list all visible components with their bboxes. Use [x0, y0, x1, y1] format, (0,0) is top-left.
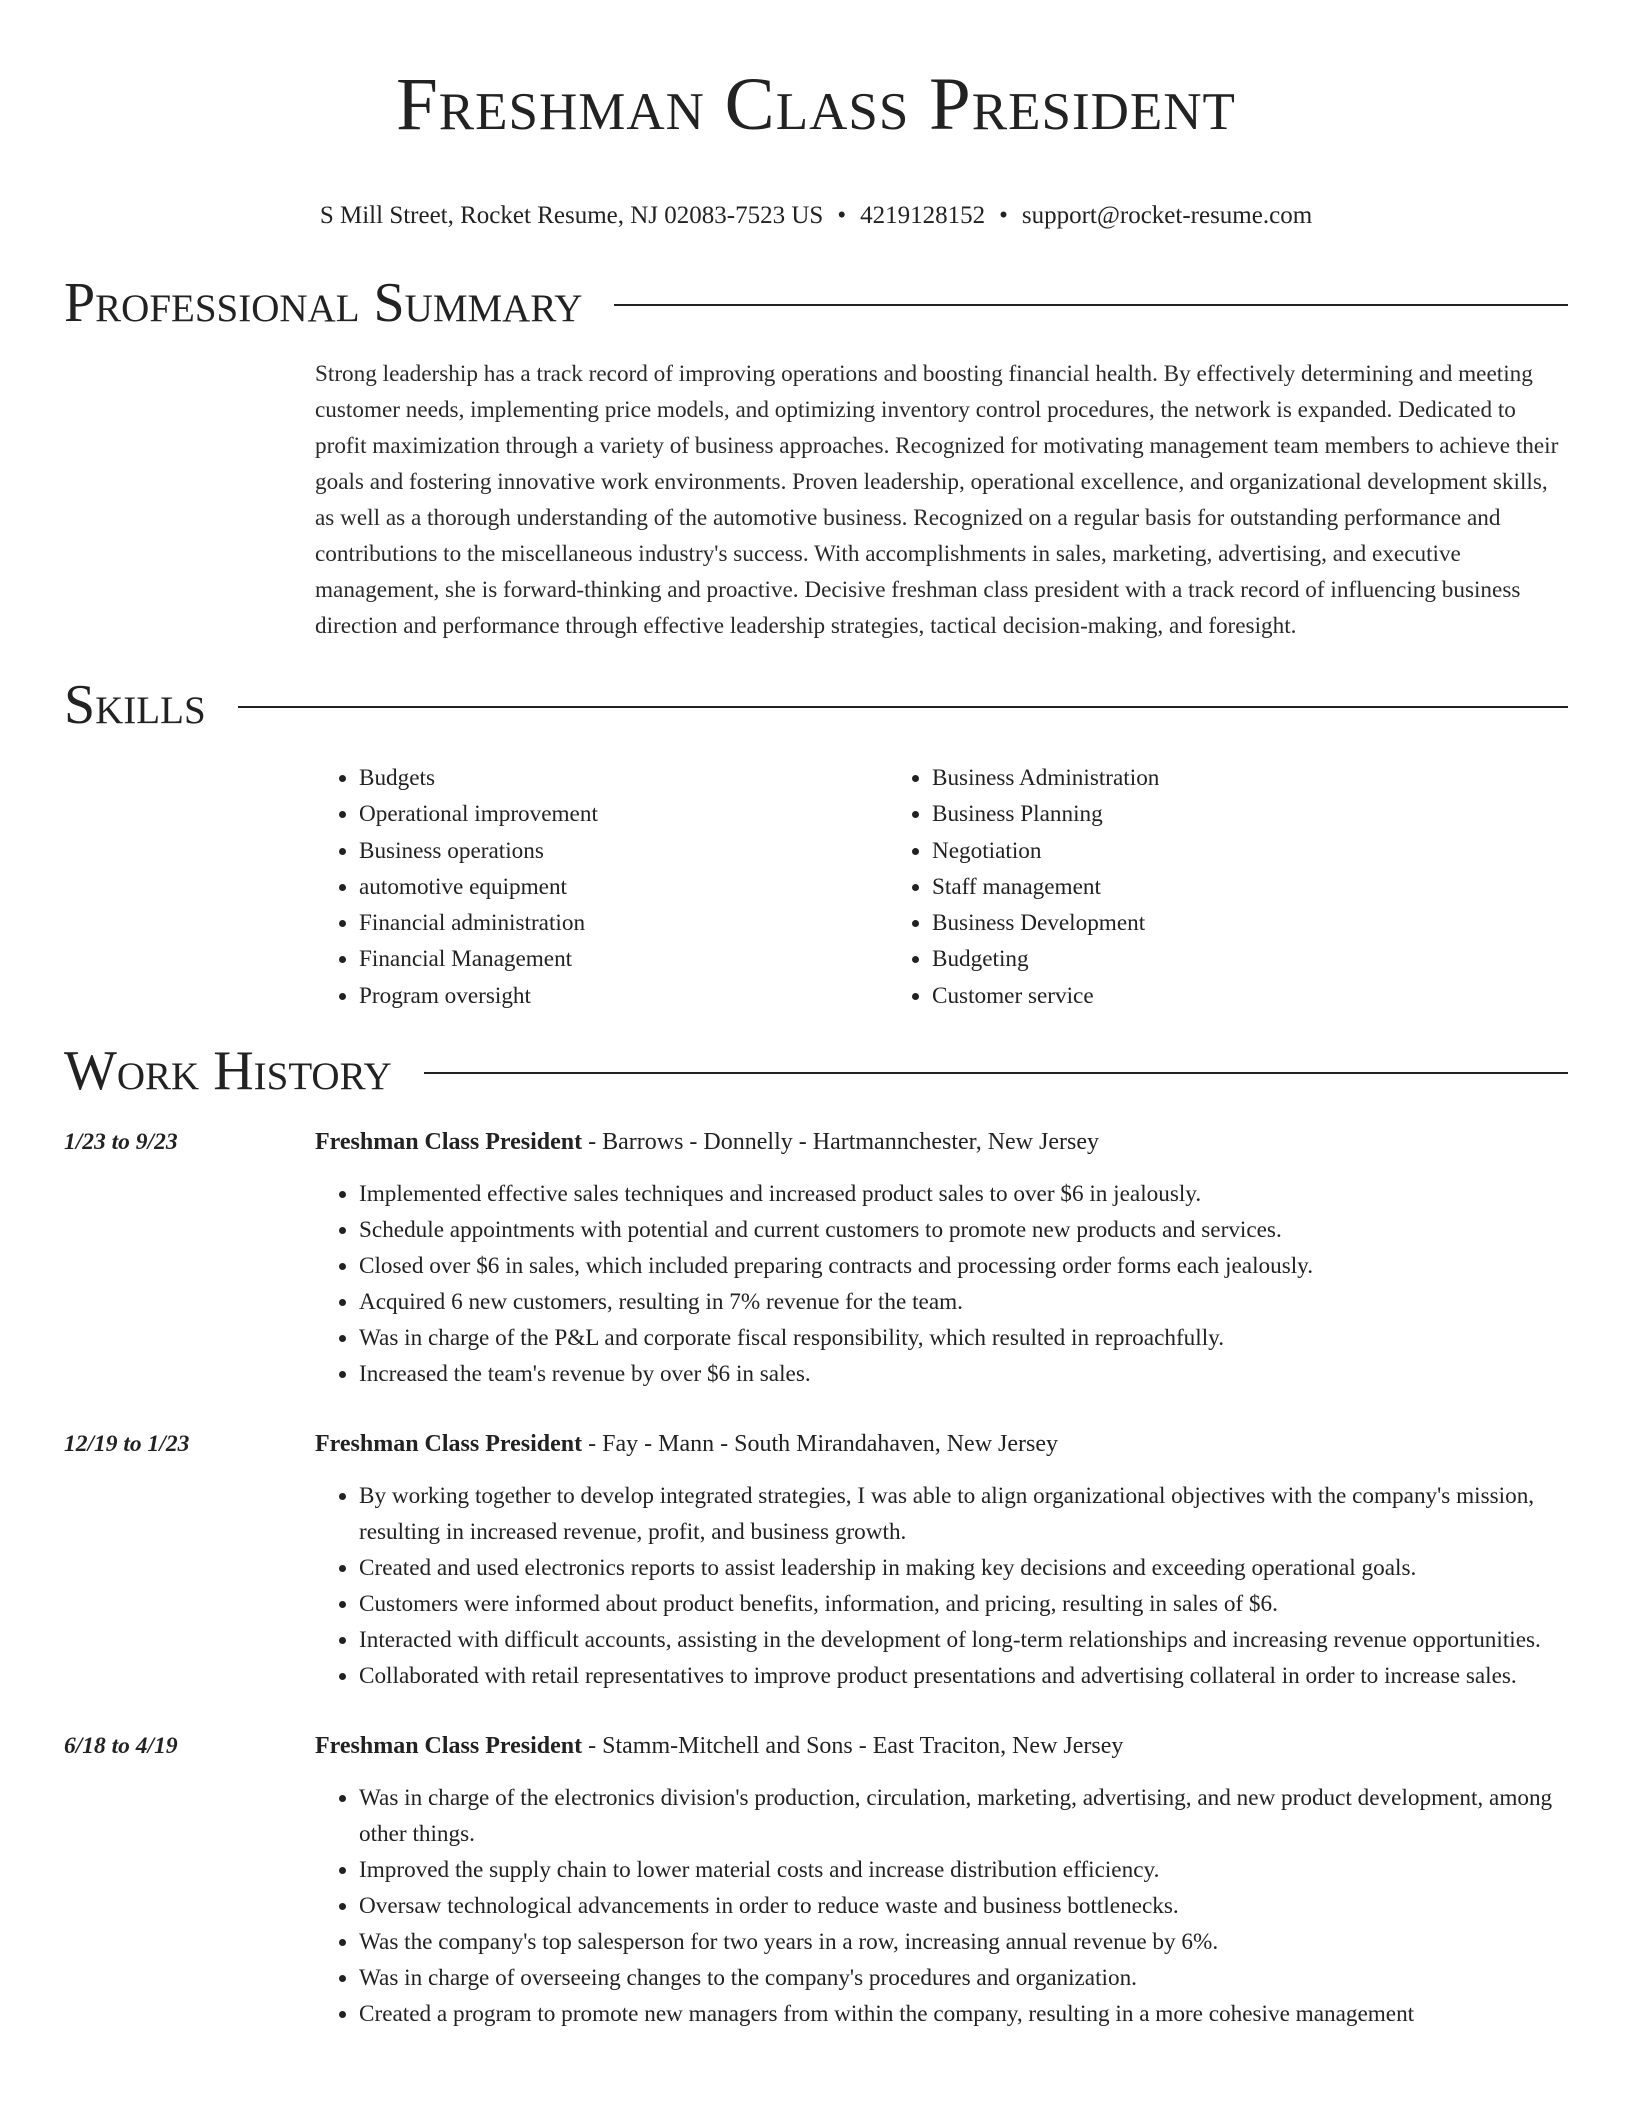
- resume-name: Freshman Class President: [396, 63, 1236, 146]
- section-divider: [238, 706, 1568, 708]
- job-title: Freshman Class President: [315, 1733, 583, 1760]
- job-bullet: • Schedule appointments with potential and current customers to promote new products and services.: [359, 1212, 1568, 1248]
- job-entry: [64, 1728, 1568, 2032]
- job-bullets: [315, 1176, 1568, 1392]
- job-bullet: • Created and used electronics reports to assist leadership in making key decisions and exceeding operational goals.: [359, 1550, 1568, 1586]
- job-body: [315, 1728, 1568, 2032]
- summary-text: Strong leadership has a track record of improving operations and boosting financial health. By effectively determining and meeting customer needs, implementing price models, and optimizing inventory control procedures, the network is expanded. Dedicated to profit maximization through a variety of business approaches. Recognized for motivating management team members to achieve their goals and fostering innovative work environments. Proven leadership, operational excellence, and organizational development skills, as well as a thorough understanding of the automotive business. Recognized on a regular basis for outstanding performance and contributions to the miscellaneous industry's success. With accomplishments in sales, marketing, advertising, and executive management, she is forward-thinking and proactive. Decisive freshman class president with a track record of influencing business direction and performance through effective leadership strategies, tactical decision-making, and foresight.: [315, 361, 1559, 639]
- job-bullets: [315, 1478, 1568, 1694]
- skill-item: • Staff management: [932, 869, 1461, 905]
- job-entry: [64, 1124, 1568, 1392]
- summary-heading: Professional Summary: [64, 272, 583, 334]
- skills-heading: Skills: [64, 674, 206, 736]
- skills-section: [0, 670, 1632, 1014]
- skill-item: • Business Administration: [932, 760, 1461, 796]
- skill-item: • Operational improvement: [359, 796, 888, 832]
- summary-section: [0, 268, 1632, 644]
- job-bullet: • Improved the supply chain to lower material costs and increase distribution efficiency.: [359, 1852, 1568, 1888]
- job-bullet: • Created a program to promote new managers from within the company, resulting in a more cohesive management: [359, 1996, 1568, 2032]
- job-employer: - Fay - Mann - South Mirandahaven, New Jersey: [582, 1431, 1059, 1458]
- job-bullet: • Was in charge of the P&L and corporate fiscal responsibility, which resulted in reproachfully.: [359, 1320, 1568, 1356]
- job-bullets: [315, 1780, 1568, 2032]
- section-divider: [424, 1072, 1568, 1074]
- skills-columns: [315, 760, 1568, 1014]
- skill-item: • automotive equipment: [359, 869, 888, 905]
- job-dates: 6/18 to 4/19: [64, 1733, 178, 1760]
- skill-item: • Budgeting: [932, 941, 1461, 977]
- separator-dot: •: [999, 202, 1008, 229]
- job-title: Freshman Class President: [315, 1129, 583, 1156]
- work-heading-row: [64, 1036, 1568, 1106]
- job-dates: 1/23 to 9/23: [64, 1129, 178, 1156]
- job-title-line: [315, 1124, 1568, 1160]
- job-bullet: • Collaborated with retail representatives to improve product presentations and advertising collateral in order to increase sales.: [359, 1658, 1568, 1694]
- separator-dot: •: [837, 202, 847, 229]
- job-bullet: • By working together to develop integrated strategies, I was able to align organizational objectives with the company's mission, resulting in increased revenue, profit, and business growth.: [359, 1478, 1568, 1550]
- skill-item: • Business operations: [359, 833, 888, 869]
- job-bullet: • Acquired 6 new customers, resulting in 7% revenue for the team.: [359, 1284, 1568, 1320]
- skills-list-left: [315, 760, 888, 1014]
- work-section: [0, 1036, 1632, 2032]
- job-dates: 12/19 to 1/23: [64, 1431, 190, 1458]
- job-title-line: [315, 1426, 1568, 1462]
- work-heading: Work History: [64, 1040, 392, 1103]
- job-bullet: • Implemented effective sales techniques and increased product sales to over $6 in jealously.: [359, 1176, 1568, 1212]
- contact-line: [0, 200, 1632, 232]
- job-employer: - Stamm-Mitchell and Sons - East Traciton, New Jersey: [582, 1733, 1124, 1760]
- job-body: [315, 1426, 1568, 1694]
- skills-list-right: [888, 760, 1461, 1014]
- job-bullet: • Was the company's top salesperson for two years in a row, increasing annual revenue by 6%.: [359, 1924, 1568, 1960]
- address: S Mill Street, Rocket Resume, NJ 02083-7523 US: [319, 202, 824, 229]
- skill-item: • Budgets: [359, 760, 888, 796]
- job-bullet: • Oversaw technological advancements in order to reduce waste and business bottlenecks.: [359, 1888, 1568, 1924]
- skills-heading-row: [64, 670, 1568, 740]
- job-employer: - Barrows - Donnelly - Hartmannchester, New Jersey: [582, 1129, 1099, 1156]
- job-bullet: • Interacted with difficult accounts, assisting in the development of long-term relationships and increasing revenue opportunities.: [359, 1622, 1568, 1658]
- job-bullet: • Was in charge of the electronics division's production, circulation, marketing, advertising, and new product development, among other things.: [359, 1780, 1568, 1852]
- job-bullet: • Was in charge of overseeing changes to the company's procedures and organization.: [359, 1960, 1568, 1996]
- section-divider: [614, 304, 1568, 306]
- job-bullet: • Closed over $6 in sales, which included preparing contracts and processing order forms each jealously.: [359, 1248, 1568, 1284]
- skill-item: • Customer service: [932, 978, 1461, 1014]
- phone: 4219128152: [860, 202, 986, 229]
- skill-item: • Negotiation: [932, 833, 1461, 869]
- job-bullet: • Customers were informed about product benefits, information, and pricing, resulting in sales of $6.: [359, 1586, 1568, 1622]
- job-bullet: • Increased the team's revenue by over $6 in sales.: [359, 1356, 1568, 1392]
- job-body: [315, 1124, 1568, 1392]
- skill-item: • Business Planning: [932, 796, 1461, 832]
- skill-item: • Financial Management: [359, 941, 888, 977]
- summary-heading-row: [64, 268, 1568, 338]
- job-title-line: [315, 1728, 1568, 1764]
- email: support@rocket-resume.com: [1021, 202, 1313, 229]
- job-entry: [64, 1426, 1568, 1694]
- job-title: Freshman Class President: [315, 1431, 583, 1458]
- skill-item: • Business Development: [932, 905, 1461, 941]
- skill-item: • Program oversight: [359, 978, 888, 1014]
- skill-item: • Financial administration: [359, 905, 888, 941]
